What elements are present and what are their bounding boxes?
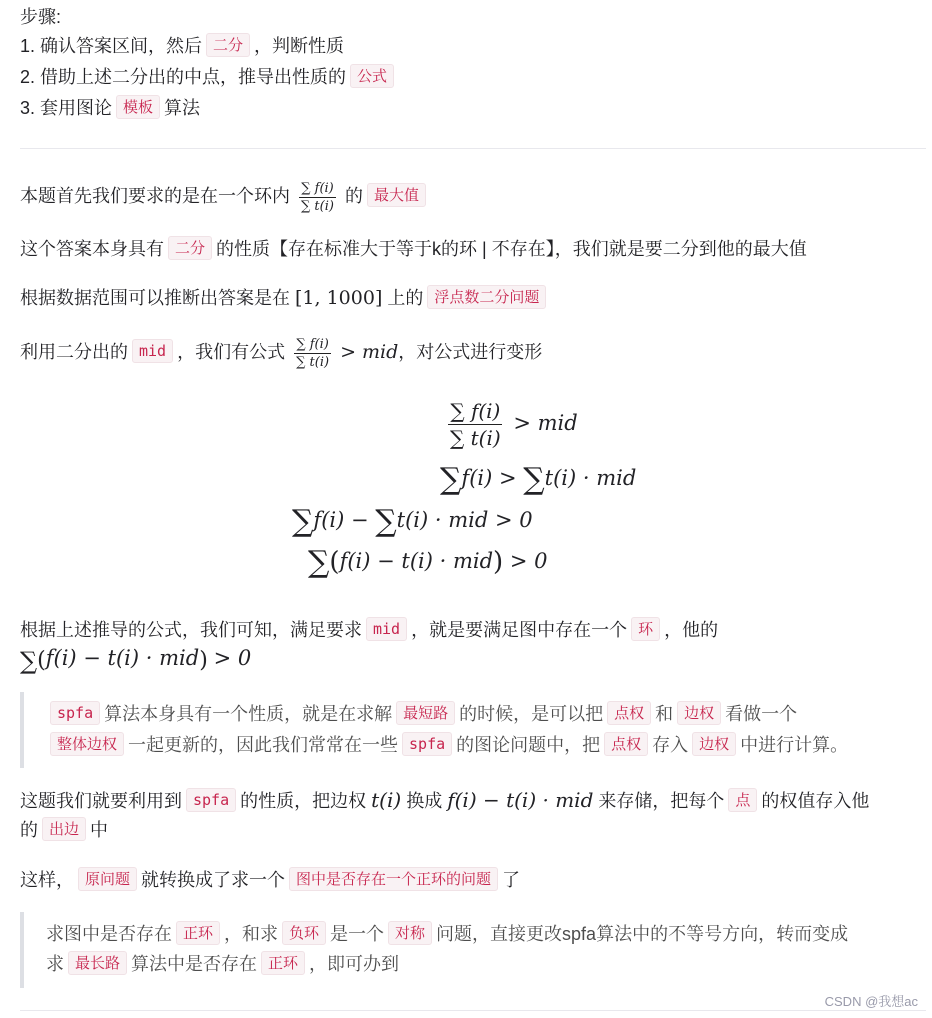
quote-text: ，即可办到 <box>309 954 400 974</box>
p7-text: 这样， <box>20 870 74 890</box>
inline-code: 二分 <box>168 236 212 260</box>
p5-text: 根据上述推导的公式，我们可知，满足要求 <box>20 620 362 640</box>
inline-code: 最长路 <box>68 951 127 975</box>
derivation-term: > 0 <box>509 549 548 573</box>
p6-text: 的权值存入他 <box>761 791 870 811</box>
paragraph-1 <box>20 178 430 215</box>
paren-open: ( <box>37 648 46 673</box>
paragraph-3 <box>20 284 550 312</box>
sum-symbol: ∑ <box>308 545 330 580</box>
math-term: t(i) <box>371 788 402 812</box>
quote-text: 一起更新的，因此我们常常在一些 <box>128 735 399 755</box>
quote-text: 存入 <box>652 735 689 755</box>
inline-code: 点权 <box>604 732 648 756</box>
inline-code: 环 <box>631 617 660 641</box>
derivation-term: f(i) > <box>461 466 524 490</box>
sum-symbol: ∑ <box>440 462 462 497</box>
p1-text: 本题首先我们要求的是在一个环内 <box>20 186 290 206</box>
inequality: > mid <box>340 341 399 363</box>
quote-text: 求图中是否存在 <box>46 924 172 944</box>
fraction-numerator: ∑ f(i) <box>450 399 501 423</box>
paren-open: ( <box>329 547 340 577</box>
step-2 <box>20 63 398 91</box>
fraction <box>299 180 336 215</box>
sum-symbol: ∑ <box>375 504 397 539</box>
quote-text: 和 <box>655 704 674 724</box>
blockquote-positive-cycle <box>20 912 930 988</box>
quote-text: 中进行计算。 <box>740 735 849 755</box>
fraction-denominator: ∑ t(i) <box>450 426 501 450</box>
inline-code: 正环 <box>176 921 220 945</box>
quote-text: 算法中是否存在 <box>131 954 258 974</box>
paragraph-5-formula <box>20 644 251 675</box>
blockquote-spfa <box>20 692 930 768</box>
quote-text: 看做一个 <box>725 704 798 724</box>
fraction-numerator: ∑ f(i) <box>301 180 334 196</box>
p6-text: 的性质，把边权 <box>240 791 367 811</box>
range-math: [1, 1000] <box>295 287 383 309</box>
math-term: f(i) − t(i) · mid <box>447 788 594 812</box>
step-3-text-end: 算法 <box>164 98 201 118</box>
p3-text: 根据数据范围可以推断出答案是在 <box>20 288 290 308</box>
horizontal-rule <box>20 1010 926 1011</box>
p5-text-end: ，他的 <box>664 620 719 640</box>
quote-text: 问题，直接更改spfa算法中的不等号方向，转而变成 <box>436 924 849 944</box>
inline-code: 模板 <box>116 95 160 119</box>
p6-text: 这题我们就要利用到 <box>20 791 182 811</box>
paragraph-4 <box>20 334 542 371</box>
fraction <box>294 336 331 371</box>
inline-code: 浮点数二分问题 <box>427 285 546 309</box>
paren-close: ) <box>493 547 504 577</box>
inline-code: 最大值 <box>367 183 426 207</box>
derivation-rhs: > mid <box>513 411 578 435</box>
quote-text: 是一个 <box>330 924 385 944</box>
inline-code: 原问题 <box>78 867 137 891</box>
derivation-line-1 <box>444 398 578 451</box>
p6-text: 的 <box>20 820 38 840</box>
inline-code: 出边 <box>42 817 86 841</box>
p3-text-mid: 上的 <box>387 288 424 308</box>
inline-code: 边权 <box>677 701 721 725</box>
p2-text: 这个答案本身具有 <box>20 239 164 259</box>
inline-code: 正环 <box>261 951 305 975</box>
derivation-line-4 <box>308 545 548 580</box>
derivation-term: f(i) − t(i) · mid <box>339 549 494 573</box>
formula: f(i) − t(i) · mid <box>45 646 200 670</box>
paragraph-6-line-2 <box>20 816 108 844</box>
paragraph-6 <box>20 786 869 815</box>
p7-text: 就转换成了求一个 <box>141 870 286 890</box>
fraction <box>448 398 503 451</box>
p4-text-end: ，对公式进行变形 <box>398 342 543 362</box>
quote-line-2 <box>46 950 399 978</box>
inline-code: spfa <box>402 732 452 756</box>
derivation-line-3 <box>292 504 533 539</box>
inline-code: 图中是否存在一个正环的问题 <box>289 867 498 891</box>
quote-line-1 <box>46 920 848 948</box>
p6-text: 中 <box>90 820 109 840</box>
inline-code: 边权 <box>692 732 736 756</box>
p6-text: 来存储，把每个 <box>598 791 725 811</box>
paragraph-7 <box>20 866 520 894</box>
quote-line-2 <box>46 731 848 759</box>
step-1-text-end: ，判断性质 <box>254 36 345 56</box>
p4-text: 利用二分出的 <box>20 342 128 362</box>
sum-symbol: ∑ <box>292 504 314 539</box>
horizontal-rule <box>20 148 926 149</box>
formula-end: > 0 <box>213 646 252 670</box>
inline-code: mid <box>132 339 173 363</box>
paren-close: ) <box>199 648 208 673</box>
quote-text: 的图论问题中，把 <box>456 735 601 755</box>
p2-text-end: 的性质【存在标准大于等于k的环 | 不存在】，我们就是要二分到他的最大值 <box>216 239 807 259</box>
inline-code: 公式 <box>350 64 394 88</box>
p1-text-mid: 的 <box>344 186 363 206</box>
inline-code: 点权 <box>607 701 651 725</box>
step-1-text: 1. 确认答案区间，然后 <box>20 36 203 56</box>
paragraph-2 <box>20 235 807 263</box>
p5-text-mid: ，就是要满足图中存在一个 <box>411 620 628 640</box>
sum-symbol: ∑ <box>523 462 545 497</box>
derivation-term: t(i) · mid <box>544 466 637 490</box>
inline-code: 点 <box>728 788 757 812</box>
derivation-line-2 <box>440 462 636 497</box>
inline-code: 二分 <box>206 33 250 57</box>
csdn-watermark: CSDN @我想ac <box>824 994 918 1009</box>
inline-code: 整体边权 <box>50 732 124 756</box>
quote-text: 求 <box>46 954 64 974</box>
p6-text: 换成 <box>406 791 443 811</box>
step-2-text: 2. 借助上述二分出的中点，推导出性质的 <box>20 67 347 87</box>
inline-code: 负环 <box>282 921 326 945</box>
derivation-term: f(i) − <box>313 508 376 532</box>
fraction-denominator: ∑ t(i) <box>301 198 334 214</box>
quote-line-1 <box>46 700 797 728</box>
step-3-text: 3. 套用图论 <box>20 98 113 118</box>
quote-text: 的时候，是可以把 <box>459 704 604 724</box>
inline-code: 最短路 <box>396 701 455 725</box>
inline-code: spfa <box>186 788 236 812</box>
steps-heading: 步骤: <box>20 7 62 27</box>
fraction-denominator: ∑ t(i) <box>296 354 330 370</box>
inline-code: spfa <box>50 701 100 725</box>
fraction-numerator: ∑ f(i) <box>296 336 329 352</box>
sum-symbol: ∑ <box>20 647 38 675</box>
p4-text-mid: ，我们有公式 <box>177 342 286 362</box>
step-3 <box>20 94 200 122</box>
inline-code: mid <box>366 617 407 641</box>
quote-text: 算法本身具有一个性质，就是在求解 <box>104 704 393 724</box>
p7-text: 了 <box>502 870 521 890</box>
derivation-term: t(i) · mid > 0 <box>396 508 533 532</box>
inline-code: 对称 <box>388 921 432 945</box>
step-1 <box>20 32 344 60</box>
paragraph-5 <box>20 616 718 644</box>
quote-text: ，和求 <box>224 924 279 944</box>
